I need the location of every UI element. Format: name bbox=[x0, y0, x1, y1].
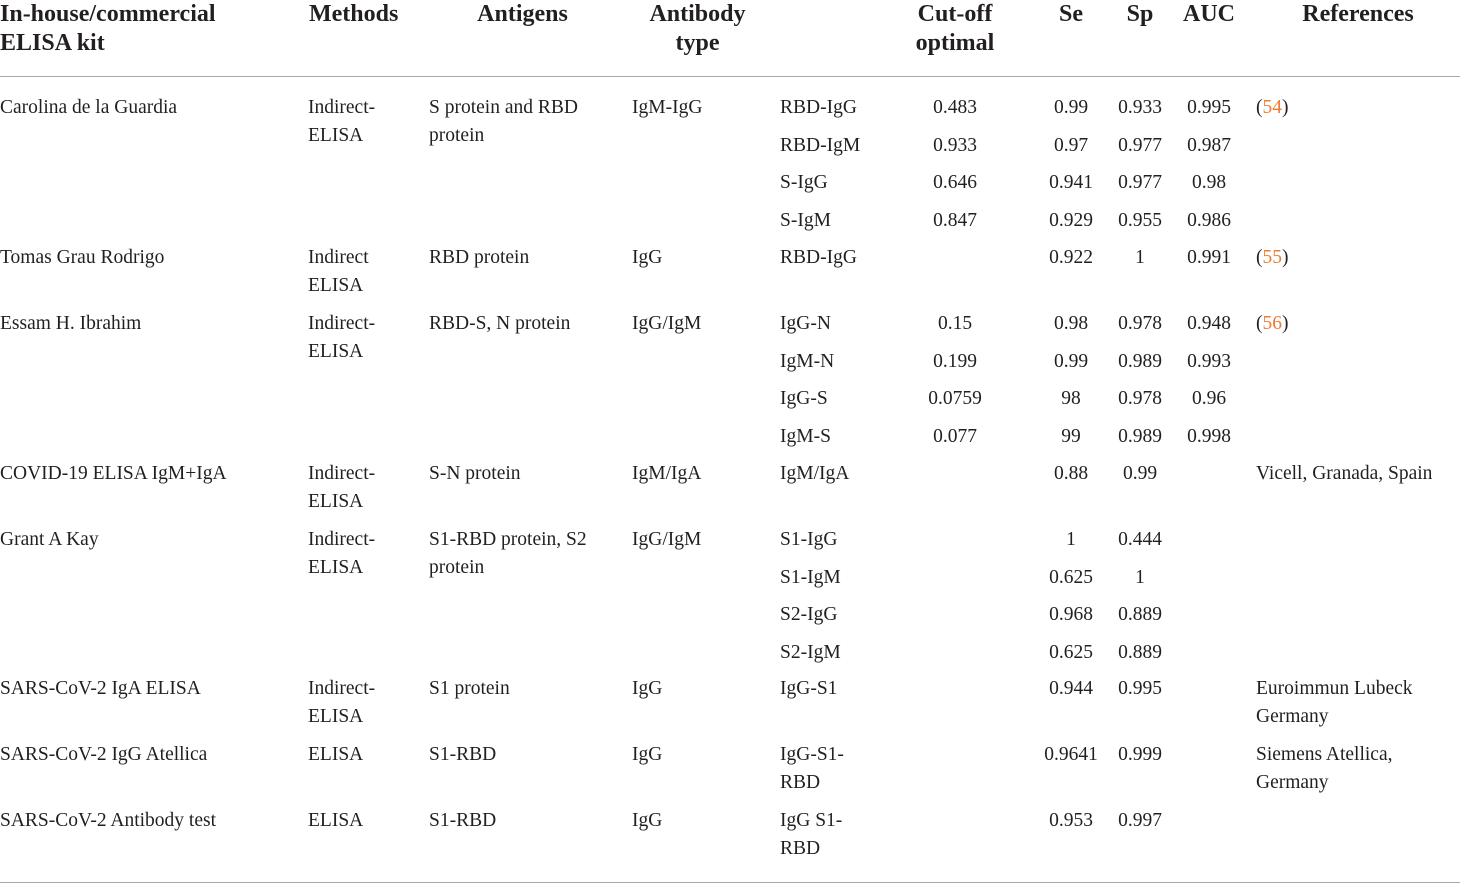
antibody-type: IgG bbox=[632, 678, 663, 699]
antibody-type: IgG bbox=[632, 247, 663, 268]
antibody-subtype: S1-IgM bbox=[780, 566, 841, 588]
antigens: RBD-S, N protein bbox=[429, 313, 571, 334]
method: Indirect-ELISA bbox=[308, 529, 376, 578]
antibody-subtype: RBD-IgG bbox=[780, 97, 857, 118]
sp-value: 1 bbox=[1135, 566, 1145, 588]
method: ELISA bbox=[308, 744, 364, 765]
sp-value: 0.978 bbox=[1118, 388, 1162, 409]
auc-value: 0.986 bbox=[1187, 209, 1231, 231]
se-value: 0.97 bbox=[1053, 134, 1089, 156]
kit-name: Tomas Grau Rodrigo bbox=[0, 247, 165, 268]
antigens: S1-RBD bbox=[429, 744, 497, 765]
reference-link[interactable]: 56 bbox=[1262, 313, 1282, 334]
se-value: 0.9641 bbox=[1044, 744, 1098, 765]
auc-value: 0.993 bbox=[1187, 350, 1231, 372]
se-value: 0.98 bbox=[1053, 313, 1089, 334]
cutoff-value: 0.483 bbox=[933, 97, 977, 118]
antibody-type: IgG/IgM bbox=[632, 313, 702, 334]
auc-value: 0.987 bbox=[1187, 134, 1231, 156]
sp-value: 0.889 bbox=[1118, 604, 1162, 625]
antibody-type: IgG bbox=[632, 810, 663, 831]
se-value: 0.99 bbox=[1053, 350, 1089, 372]
sp-value: 0.989 bbox=[1118, 350, 1162, 372]
cutoff-value: 0.847 bbox=[933, 209, 977, 231]
antibody-subtype: IgM-N bbox=[780, 350, 835, 372]
se-value: 98 bbox=[1061, 388, 1081, 409]
sp-value: 0.989 bbox=[1118, 425, 1162, 447]
cutoff-value: 0.15 bbox=[937, 313, 973, 334]
sp-value: 0.997 bbox=[1118, 810, 1162, 831]
reference-link[interactable]: 54 bbox=[1262, 97, 1282, 118]
antibody-subtype: IgG S1-RBD bbox=[780, 810, 843, 859]
se-value: 0.625 bbox=[1049, 566, 1093, 588]
auc-value: 0.948 bbox=[1187, 313, 1231, 334]
se-value: 0.944 bbox=[1049, 678, 1093, 699]
se-value: 99 bbox=[1061, 425, 1081, 447]
auc-value: 0.96 bbox=[1191, 388, 1227, 409]
sp-value: 0.99 bbox=[1122, 463, 1158, 484]
method: Indirect ELISA bbox=[308, 247, 369, 296]
header-antibody-type: Antibody type bbox=[649, 1, 746, 56]
auc-value: 0.991 bbox=[1187, 247, 1231, 268]
cutoff-value: 0.0759 bbox=[928, 388, 982, 409]
antibody-type: IgG bbox=[632, 744, 663, 765]
se-value: 1 bbox=[1066, 529, 1076, 550]
antibody-subtype: S-IgG bbox=[780, 172, 828, 193]
se-value: 0.968 bbox=[1049, 604, 1093, 625]
antibody-subtype: S2-IgM bbox=[780, 641, 841, 663]
header-sp: Sp bbox=[1126, 1, 1154, 27]
header-antigens: Antigens bbox=[477, 1, 568, 27]
reference bbox=[1256, 741, 1456, 797]
method: Indirect-ELISA bbox=[308, 678, 376, 727]
se-value: 0.88 bbox=[1053, 463, 1089, 484]
antigens: S1-RBD protein, S2 protein bbox=[429, 529, 587, 578]
se-value: 0.941 bbox=[1049, 172, 1093, 193]
antibody-subtype: S-IgM bbox=[780, 209, 831, 231]
header-cutoff: Cut-off optimal bbox=[915, 1, 995, 56]
reference bbox=[1256, 244, 1456, 272]
antibody-subtype: RBD-IgM bbox=[780, 134, 861, 156]
header-references: References bbox=[1302, 1, 1414, 27]
sp-value: 0.995 bbox=[1118, 678, 1162, 699]
auc-value: 0.998 bbox=[1187, 425, 1231, 447]
antibody-subtype: IgG-S bbox=[780, 388, 828, 409]
antigens: S protein and RBD protein bbox=[429, 97, 578, 146]
reference-link[interactable]: 55 bbox=[1262, 247, 1282, 268]
antibody-type: IgM-IgG bbox=[632, 97, 703, 118]
kit-name: SARS-CoV-2 IgA ELISA bbox=[0, 678, 201, 699]
auc-value: 0.995 bbox=[1187, 97, 1231, 118]
kit-name: SARS-CoV-2 Antibody test bbox=[0, 810, 216, 831]
antibody-subtype: S1-IgG bbox=[780, 529, 838, 550]
sp-value: 0.933 bbox=[1118, 97, 1162, 118]
se-value: 0.625 bbox=[1049, 641, 1093, 663]
sp-value: 0.978 bbox=[1118, 313, 1162, 334]
header-auc: AUC bbox=[1183, 1, 1235, 27]
se-value: 0.929 bbox=[1049, 209, 1093, 231]
sp-value: 0.889 bbox=[1118, 641, 1162, 663]
reference-paren-close: ) bbox=[1282, 313, 1289, 334]
cutoff-value: 0.077 bbox=[933, 425, 977, 447]
header-methods: Methods bbox=[309, 1, 399, 27]
kit-name: Grant A Kay bbox=[0, 529, 99, 550]
se-value: 0.922 bbox=[1049, 247, 1093, 268]
kit-name: Carolina de la Guardia bbox=[0, 97, 178, 118]
antibody-type: IgG/IgM bbox=[632, 529, 702, 550]
cutoff-value: 0.646 bbox=[933, 172, 977, 193]
header-kit: In-house/commercial ELISA kit bbox=[0, 1, 216, 56]
antigens: S1 protein bbox=[429, 678, 510, 699]
antibody-subtype: IgG-N bbox=[780, 313, 831, 334]
reference-paren-close: ) bbox=[1282, 247, 1289, 268]
reference bbox=[1256, 675, 1456, 731]
sp-value: 0.444 bbox=[1118, 529, 1162, 550]
reference-text: Siemens Atellica, Germany bbox=[1256, 744, 1393, 793]
reference-paren-close: ) bbox=[1282, 97, 1289, 118]
reference bbox=[1256, 310, 1456, 338]
header-se: Se bbox=[1059, 1, 1083, 27]
reference-text: Vicell, Granada, Spain bbox=[1256, 463, 1433, 484]
kit-name: Essam H. Ibrahim bbox=[0, 313, 142, 334]
bottom-rule bbox=[0, 882, 1460, 883]
antibody-subtype: S2-IgG bbox=[780, 604, 838, 625]
method: ELISA bbox=[308, 810, 364, 831]
se-value: 0.99 bbox=[1053, 97, 1089, 118]
sp-value: 0.977 bbox=[1118, 134, 1162, 156]
antigens: S1-RBD bbox=[429, 810, 497, 831]
antibody-subtype: RBD-IgG bbox=[780, 247, 857, 268]
method: Indirect-ELISA bbox=[308, 97, 376, 146]
antibody-subtype: IgM-S bbox=[780, 425, 831, 447]
antibody-subtype: IgM/IgA bbox=[780, 463, 850, 484]
antigens: S-N protein bbox=[429, 463, 521, 484]
kit-name: SARS-CoV-2 IgG Atellica bbox=[0, 744, 208, 765]
cutoff-value: 0.199 bbox=[933, 350, 977, 372]
reference-paren-open: ( bbox=[1256, 247, 1263, 268]
method: Indirect-ELISA bbox=[308, 313, 376, 362]
reference bbox=[1256, 460, 1456, 488]
reference bbox=[1256, 94, 1456, 122]
cutoff-value: 0.933 bbox=[933, 134, 977, 156]
antibody-subtype: IgG-S1-RBD bbox=[780, 744, 844, 793]
antigens: RBD protein bbox=[429, 247, 530, 268]
se-value: 0.953 bbox=[1049, 810, 1093, 831]
antibody-subtype: IgG-S1 bbox=[780, 678, 838, 699]
header-rule bbox=[0, 76, 1460, 77]
kit-name: COVID-19 ELISA IgM+IgA bbox=[0, 463, 227, 484]
reference-paren-open: ( bbox=[1256, 313, 1263, 334]
sp-value: 0.955 bbox=[1118, 209, 1162, 231]
antibody-type: IgM/IgA bbox=[632, 463, 702, 484]
sp-value: 0.977 bbox=[1118, 172, 1162, 193]
reference-text: Euroimmun Lubeck Germany bbox=[1256, 678, 1413, 727]
method: Indirect-ELISA bbox=[308, 463, 376, 512]
reference-paren-open: ( bbox=[1256, 97, 1263, 118]
sp-value: 0.999 bbox=[1118, 744, 1162, 765]
auc-value: 0.98 bbox=[1191, 172, 1227, 193]
sp-value: 1 bbox=[1135, 247, 1145, 268]
